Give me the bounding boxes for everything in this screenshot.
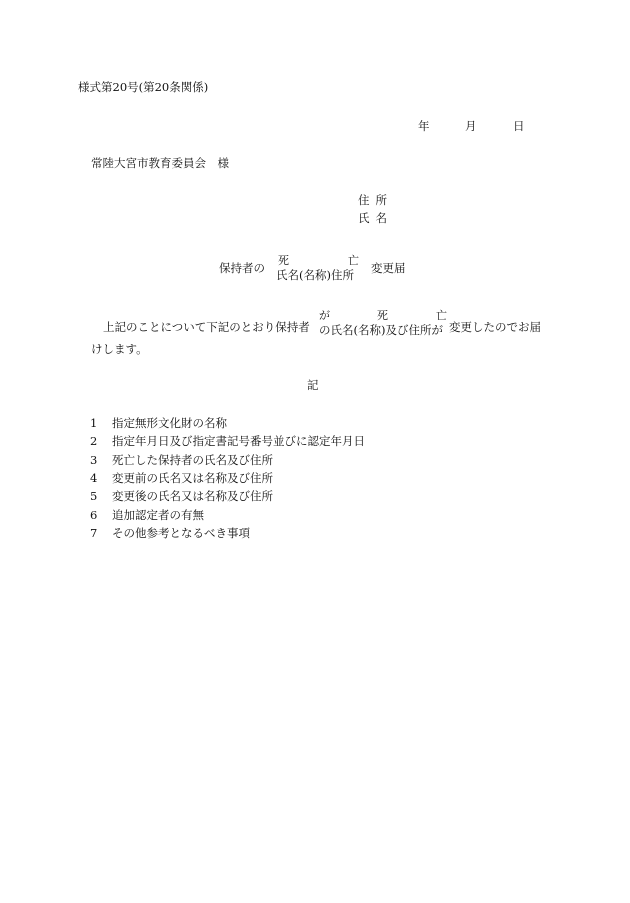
list-item-text: 追加認定者の有無 <box>112 508 204 522</box>
list-item <box>90 418 227 430</box>
title-death-char-2: 亡 <box>348 254 359 267</box>
list-item-text: 変更後の氏名又は名称及び住所 <box>112 489 273 503</box>
title-suffix: 変更届 <box>371 261 406 275</box>
body-text-line2: けします。 <box>91 342 148 356</box>
title-alternatives <box>276 255 366 285</box>
title-change-option: 氏名(名称)住所 <box>276 268 354 282</box>
list-item-number: 3 <box>90 453 98 467</box>
body-ga-char: が <box>319 309 330 322</box>
date-year-label: 年 <box>418 119 430 133</box>
name-label: 氏名 <box>358 211 393 225</box>
date-month-label: 月 <box>465 119 477 133</box>
body-text-start: 上記のことについて下記のとおり保持者 <box>103 320 310 334</box>
title-prefix: 保持者の <box>219 261 265 275</box>
list-item <box>90 473 273 485</box>
body-death-char-2: 亡 <box>436 309 447 322</box>
list-item <box>90 436 365 448</box>
form-number-label: 様式第20号(第20条関係) <box>78 80 209 94</box>
list-item-text: その他参考となるべき事項 <box>112 526 250 540</box>
list-item-number: 1 <box>90 416 98 430</box>
body-alternatives <box>319 310 449 340</box>
address-label: 住所 <box>358 193 393 207</box>
list-item-text: 変更前の氏名又は名称及び住所 <box>112 471 273 485</box>
list-item-text: 指定年月日及び指定書記号番号並びに認定年月日 <box>112 434 365 448</box>
list-item <box>90 528 250 540</box>
list-item <box>90 491 273 503</box>
date-day-label: 日 <box>513 119 525 133</box>
recipient-name: 常陸大宮市教育委員会 様 <box>91 156 229 170</box>
list-item-text: 指定無形文化財の名称 <box>112 416 227 430</box>
list-item <box>90 455 273 467</box>
list-item-number: 7 <box>90 526 98 540</box>
list-item-number: 5 <box>90 489 98 503</box>
list-item <box>90 510 204 522</box>
body-death-char-1: 死 <box>377 309 388 322</box>
body-text-end: 変更したのでお届 <box>449 320 541 334</box>
list-item-number: 4 <box>90 471 98 485</box>
ki-heading: 記 <box>307 378 319 392</box>
title-death-char-1: 死 <box>278 254 289 267</box>
body-change-option: の氏名(名称)及び住所が <box>319 323 443 337</box>
list-item-text: 死亡した保持者の氏名及び住所 <box>112 453 273 467</box>
list-item-number: 6 <box>90 508 98 522</box>
list-item-number: 2 <box>90 434 98 448</box>
